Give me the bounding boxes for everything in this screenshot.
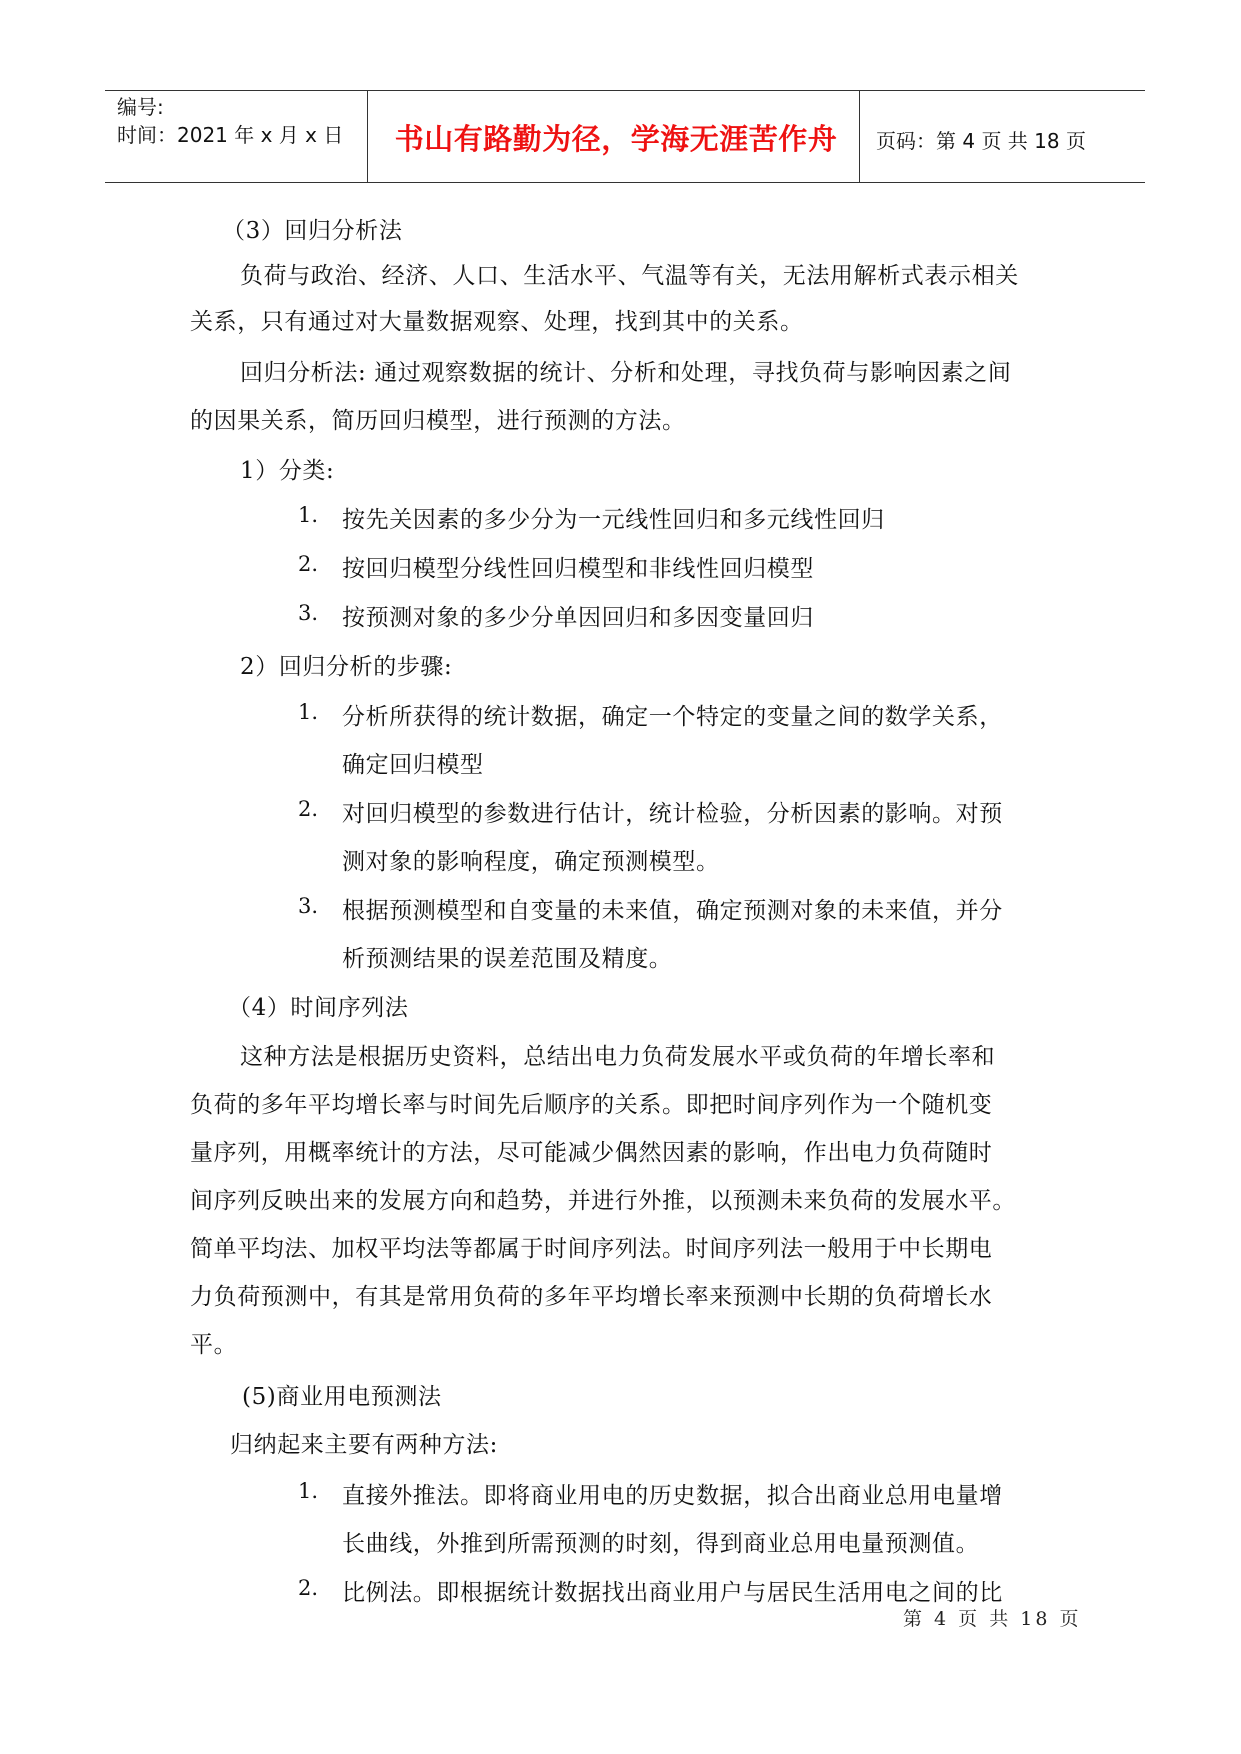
list-number: 1. (298, 503, 319, 527)
list-item: 直接外推法。即将商业用电的历史数据，拟合出商业总用电量增 (342, 1483, 1003, 1509)
list-item: 按回归模型分线性回归模型和非线性回归模型 (342, 556, 814, 582)
list-number: 2. (298, 552, 319, 576)
serial-label: 编号: (117, 95, 164, 119)
list-item-continuation: 测对象的影响程度，确定预测模型。 (342, 849, 720, 875)
paragraph-line: 回归分析法: 通过观察数据的统计、分析和处理，寻找负荷与影响因素之间 (240, 360, 1012, 386)
paragraph-line: 关系，只有通过对大量数据观察、处理，找到其中的关系。 (190, 309, 804, 335)
list-item-continuation: 长曲线，外推到所需预测的时刻，得到商业总用电量预测值。 (342, 1531, 980, 1557)
paragraph-line: 力负荷预测中，有其是常用负荷的多年平均增长率来预测中长期的负荷增长水 (190, 1284, 993, 1310)
header-top-rule (105, 90, 1145, 91)
list-item: 按预测对象的多少分单因回归和多因变量回归 (342, 605, 814, 631)
paragraph-line: 负荷的多年平均增长率与时间先后顺序的关系。即把时间序列作为一个随机变 (190, 1092, 993, 1118)
list-number: 2. (298, 1576, 319, 1600)
paragraph-line: 简单平均法、加权平均法等都属于时间序列法。时间序列法一般用于中长期电 (190, 1236, 993, 1262)
list-item: 分析所获得的统计数据，确定一个特定的变量之间的数学关系， (342, 704, 1003, 730)
list-number: 1. (298, 700, 319, 724)
list-item-continuation: 确定回归模型 (342, 752, 484, 778)
list-number: 3. (298, 601, 319, 625)
header-motto: 书山有路勤为径，学海无涯苦作舟 (394, 122, 838, 156)
list-item: 根据预测模型和自变量的未来值，确定预测对象的未来值，并分 (342, 898, 1003, 924)
list-item: 对回归模型的参数进行估计，统计检验，分析因素的影响。对预 (342, 801, 1003, 827)
header-meta (117, 93, 343, 149)
list-item-continuation: 析预测结果的误差范围及精度。 (342, 946, 673, 972)
subheading-steps: 2）回归分析的步骤: (240, 654, 453, 680)
list-number: 2. (298, 797, 319, 821)
header-divider-left (367, 91, 368, 183)
paragraph-line: 的因果关系，简历回归模型，进行预测的方法。 (190, 408, 686, 434)
list-item: 按先关因素的多少分为一元线性回归和多元线性回归 (342, 507, 885, 533)
page-footer: 第 4 页 共 18 页 (903, 1608, 1082, 1630)
header-page-label: 页码：第 4 页 共 18 页 (876, 129, 1086, 153)
subheading-classification: 1）分类: (240, 458, 335, 484)
paragraph-line: 平。 (190, 1332, 238, 1358)
list-number: 3. (298, 894, 319, 918)
list-item: 比例法。即根据统计数据找出商业用户与居民生活用电之间的比 (342, 1580, 1003, 1606)
section-heading-commercial: (5)商业用电预测法 (242, 1384, 442, 1410)
list-number: 1. (298, 1479, 319, 1503)
header-bottom-rule (105, 182, 1145, 183)
section-heading-time-series: （4）时间序列法 (228, 995, 409, 1021)
section-heading-regression: （3）回归分析法 (222, 218, 403, 244)
paragraph-line: 量序列，用概率统计的方法，尽可能减少偶然因素的影响，作出电力负荷随时 (190, 1140, 993, 1166)
paragraph-line: 负荷与政治、经济、人口、生活水平、气温等有关，无法用解析式表示相关 (240, 263, 1019, 289)
paragraph-line: 间序列反映出来的发展方向和趋势，并进行外推，以预测未来负荷的发展水平。 (190, 1188, 1016, 1214)
paragraph-line: 归纳起来主要有两种方法: (230, 1432, 498, 1458)
paragraph-line: 这种方法是根据历史资料，总结出电力负荷发展水平或负荷的年增长率和 (240, 1044, 996, 1070)
time-label: 时间：2021 年 x 月 x 日 (117, 123, 344, 147)
